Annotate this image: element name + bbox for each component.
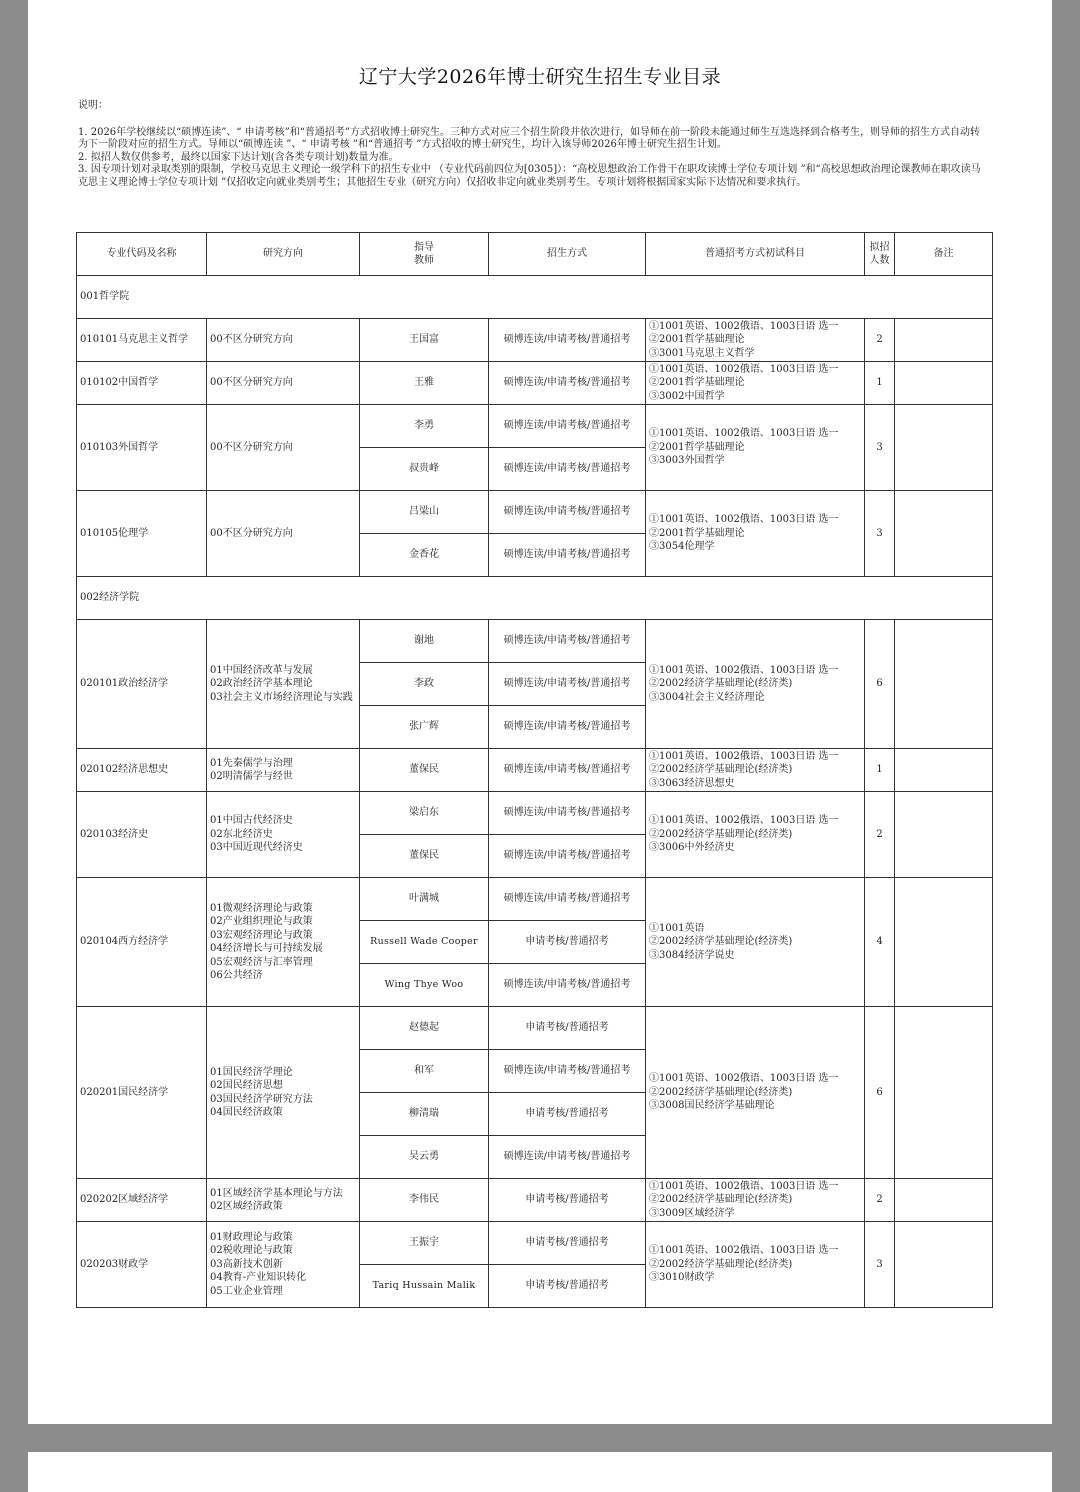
major-name: 010105伦理学 (77, 491, 207, 577)
advisor-name: 叔贵峰 (360, 448, 489, 491)
table-row (77, 1007, 993, 1050)
table-row (77, 319, 993, 362)
admission-mode: 申请考核/普通招考 (489, 1179, 646, 1222)
header-count: 拟招 人数 (865, 233, 895, 276)
planned-count: 3 (865, 405, 895, 491)
advisor-name: 梁启东 (360, 792, 489, 835)
table-row (77, 1222, 993, 1265)
exam-subjects: ①1001英语 ②2002经济学基础理论(经济类) ③3084经济学说史 (646, 878, 865, 1007)
research-direction: 00不区分研究方向 (207, 319, 360, 362)
planned-count: 4 (865, 878, 895, 1007)
research-direction: 00不区分研究方向 (207, 491, 360, 577)
table-row (77, 405, 993, 448)
research-direction: 01区域经济学基本理论与方法 02区域经济政策 (207, 1179, 360, 1222)
admission-mode: 硕博连读/申请考核/普通招考 (489, 749, 646, 792)
remarks (895, 362, 993, 405)
planned-count: 2 (865, 792, 895, 878)
admission-mode: 申请考核/普通招考 (489, 921, 646, 964)
advisor-name: 吴云勇 (360, 1136, 489, 1179)
remarks (895, 878, 993, 1007)
remarks (895, 319, 993, 362)
admission-mode: 硕博连读/申请考核/普通招考 (489, 534, 646, 577)
research-direction: 00不区分研究方向 (207, 362, 360, 405)
admission-mode: 硕博连读/申请考核/普通招考 (489, 964, 646, 1007)
exam-subjects: ①1001英语、1002俄语、1003日语 选一 ②2001哲学基础理论 ③3002中国哲学 (646, 362, 865, 405)
page-title: 辽宁大学2026年博士研究生招生专业目录 (358, 66, 722, 88)
remarks (895, 792, 993, 878)
header-direction: 研究方向 (207, 233, 360, 276)
exam-subjects: ①1001英语、1002俄语、1003日语 选一 ②2002经济学基础理论(经济类) ③3010财政学 (646, 1222, 865, 1308)
advisor-name: 叶满城 (360, 878, 489, 921)
exam-subjects: ①1001英语、1002俄语、1003日语 选一 ②2002经济学基础理论(经济类) ③3006中外经济史 (646, 792, 865, 878)
advisor-name: Russell Wade Cooper (360, 921, 489, 964)
research-direction: 01财政理论与政策 02税收理论与政策 03高新技术创新 04教育-产业知识转化 05工业企业管理 (207, 1222, 360, 1308)
note-item: 1. 2026年学校继续以“硕博连读”、“ 申请考核”和“普通招考”方式招收博士研究生。三种方式对应三个招生阶段并依次进行，如导师在前一阶段未能通过师生互选选择到合格考生，则导师的招生方式自动转为下一阶段对应的招生方式。导师以“硕博连读 ”、“ 申请考核 ”和“普通招考 ”方式招收的博士研究生，均计入该导师2026年博士研究生招生计划。 (78, 126, 981, 150)
admission-mode: 申请考核/普通招考 (489, 1007, 646, 1050)
admission-mode: 硕博连读/申请考核/普通招考 (489, 663, 646, 706)
advisor-name: 董保民 (360, 835, 489, 878)
exam-subjects: ①1001英语、1002俄语、1003日语 选一 ②2001哲学基础理论 ③3003外国哲学 (646, 405, 865, 491)
header-remarks: 备注 (895, 233, 993, 276)
admission-mode: 硕博连读/申请考核/普通招考 (489, 835, 646, 878)
admission-mode: 申请考核/普通招考 (489, 1093, 646, 1136)
major-name: 010101马克思主义哲学 (77, 319, 207, 362)
admission-mode: 硕博连读/申请考核/普通招考 (489, 878, 646, 921)
advisor-name: 李政 (360, 663, 489, 706)
advisor-name: 金香花 (360, 534, 489, 577)
remarks (895, 405, 993, 491)
advisor-name: 董保民 (360, 749, 489, 792)
table-header-row (77, 233, 993, 276)
header-major: 专业代码及名称 (77, 233, 207, 276)
advisor-name: 吕梁山 (360, 491, 489, 534)
header-mode: 招生方式 (489, 233, 646, 276)
table-row (77, 792, 993, 835)
exam-subjects: ①1001英语、1002俄语、1003日语 选一 ②2002经济学基础理论(经济类) ③3004社会主义经济理论 (646, 620, 865, 749)
college-row (77, 577, 993, 620)
major-name: 020102经济思想史 (77, 749, 207, 792)
admission-mode: 硕博连读/申请考核/普通招考 (489, 620, 646, 663)
exam-subjects: ①1001英语、1002俄语、1003日语 选一 ②2001哲学基础理论 ③3001马克思主义哲学 (646, 319, 865, 362)
planned-count: 1 (865, 749, 895, 792)
advisor-name: 柳清瑞 (360, 1093, 489, 1136)
advisor-name: 张广辉 (360, 706, 489, 749)
header-advisor: 指导 教师 (360, 233, 489, 276)
table-row (77, 878, 993, 921)
major-name: 010103外国哲学 (77, 405, 207, 491)
admission-mode: 硕博连读/申请考核/普通招考 (489, 362, 646, 405)
note-item: 3. 因专项计划对录取类别的限制，学校马克思主义理论一级学科下的招生专业中 （专业代码前四位为[0305]）：“高校思想政治工作骨干在职攻读博士学位专项计划 ”和“高校思想政治理论课教师在职攻读马克思主义理论博士学位专项计划 ”仅招收定向就业类别考生；其他招生专业（研究方向）仅招收非定向就业类别考生。专项计划将根据国家实际下达情况和要求执行。 (78, 164, 981, 188)
remarks (895, 491, 993, 577)
admission-mode: 硕博连读/申请考核/普通招考 (489, 405, 646, 448)
research-direction: 00不区分研究方向 (207, 405, 360, 491)
college-name: 002经济学院 (77, 577, 993, 620)
exam-subjects: ①1001英语、1002俄语、1003日语 选一 ②2002经济学基础理论(经济类) ③3063经济思想史 (646, 749, 865, 792)
notes-label: 说明： (78, 100, 108, 111)
major-name: 020104西方经济学 (77, 878, 207, 1007)
research-direction: 01中国古代经济史 02东北经济史 03中国近现代经济史 (207, 792, 360, 878)
research-direction: 01先秦儒学与治理 02明清儒学与经世 (207, 749, 360, 792)
research-direction: 01中国经济改革与发展 02政治经济学基本理论 03社会主义市场经济理论与实践 (207, 620, 360, 749)
table-row (77, 362, 993, 405)
remarks (895, 749, 993, 792)
advisor-name: 和军 (360, 1050, 489, 1093)
advisor-name: 李伟民 (360, 1179, 489, 1222)
planned-count: 6 (865, 620, 895, 749)
planned-count: 2 (865, 319, 895, 362)
header-exam: 普通招考方式初试科目 (646, 233, 865, 276)
admission-mode: 硕博连读/申请考核/普通招考 (489, 706, 646, 749)
research-direction: 01国民经济学理论 02国民经济思想 03国民经济学研究方法 04国民经济政策 (207, 1007, 360, 1179)
planned-count: 3 (865, 1222, 895, 1308)
planned-count: 2 (865, 1179, 895, 1222)
major-name: 010102中国哲学 (77, 362, 207, 405)
major-name: 020203财政学 (77, 1222, 207, 1308)
table-row (77, 491, 993, 534)
admission-mode: 申请考核/普通招考 (489, 1265, 646, 1308)
college-row (77, 276, 993, 319)
admission-mode: 硕博连读/申请考核/普通招考 (489, 792, 646, 835)
admission-mode: 申请考核/普通招考 (489, 1222, 646, 1265)
remarks (895, 1179, 993, 1222)
advisor-name: 赵德起 (360, 1007, 489, 1050)
advisor-name: 王振宇 (360, 1222, 489, 1265)
next-page-edge (28, 1452, 1052, 1492)
admission-mode: 硕博连读/申请考核/普通招考 (489, 491, 646, 534)
major-name: 020103经济史 (77, 792, 207, 878)
exam-subjects: ①1001英语、1002俄语、1003日语 选一 ②2002经济学基础理论(经济类) ③3008国民经济学基础理论 (646, 1007, 865, 1179)
advisor-name: Tariq Hussain Malik (360, 1265, 489, 1308)
catalog-table (76, 232, 993, 1308)
notes-section (78, 100, 988, 189)
admission-mode: 硕博连读/申请考核/普通招考 (489, 1136, 646, 1179)
major-name: 020101政治经济学 (77, 620, 207, 749)
major-name: 020202区域经济学 (77, 1179, 207, 1222)
admission-mode: 硕博连读/申请考核/普通招考 (489, 1050, 646, 1093)
table-row (77, 749, 993, 792)
exam-subjects: ①1001英语、1002俄语、1003日语 选一 ②2002经济学基础理论(经济类) ③3009区域经济学 (646, 1179, 865, 1222)
advisor-name: 王雅 (360, 362, 489, 405)
admission-mode: 硕博连读/申请考核/普通招考 (489, 448, 646, 491)
major-name: 020201国民经济学 (77, 1007, 207, 1179)
admission-mode: 硕博连读/申请考核/普通招考 (489, 319, 646, 362)
document-page (28, 0, 1052, 1424)
college-name: 001哲学院 (77, 276, 993, 319)
remarks (895, 1007, 993, 1179)
advisor-name: 王国富 (360, 319, 489, 362)
planned-count: 1 (865, 362, 895, 405)
planned-count: 6 (865, 1007, 895, 1179)
advisor-name: 李勇 (360, 405, 489, 448)
planned-count: 3 (865, 491, 895, 577)
table-row (77, 620, 993, 663)
advisor-name: Wing Thye Woo (360, 964, 489, 1007)
research-direction: 01微观经济理论与政策 02产业组织理论与政策 03宏观经济理论与政策 04经济增长与可持续发展 05宏观经济与汇率管理 06公共经济 (207, 878, 360, 1007)
exam-subjects: ①1001英语、1002俄语、1003日语 选一 ②2001哲学基础理论 ③3054伦理学 (646, 491, 865, 577)
note-item: 2. 拟招人数仅供参考，最终以国家下达计划(含各类专项计划)数量为准。 (78, 151, 399, 163)
remarks (895, 1222, 993, 1308)
advisor-name: 谢地 (360, 620, 489, 663)
table-row (77, 1179, 993, 1222)
remarks (895, 620, 993, 749)
